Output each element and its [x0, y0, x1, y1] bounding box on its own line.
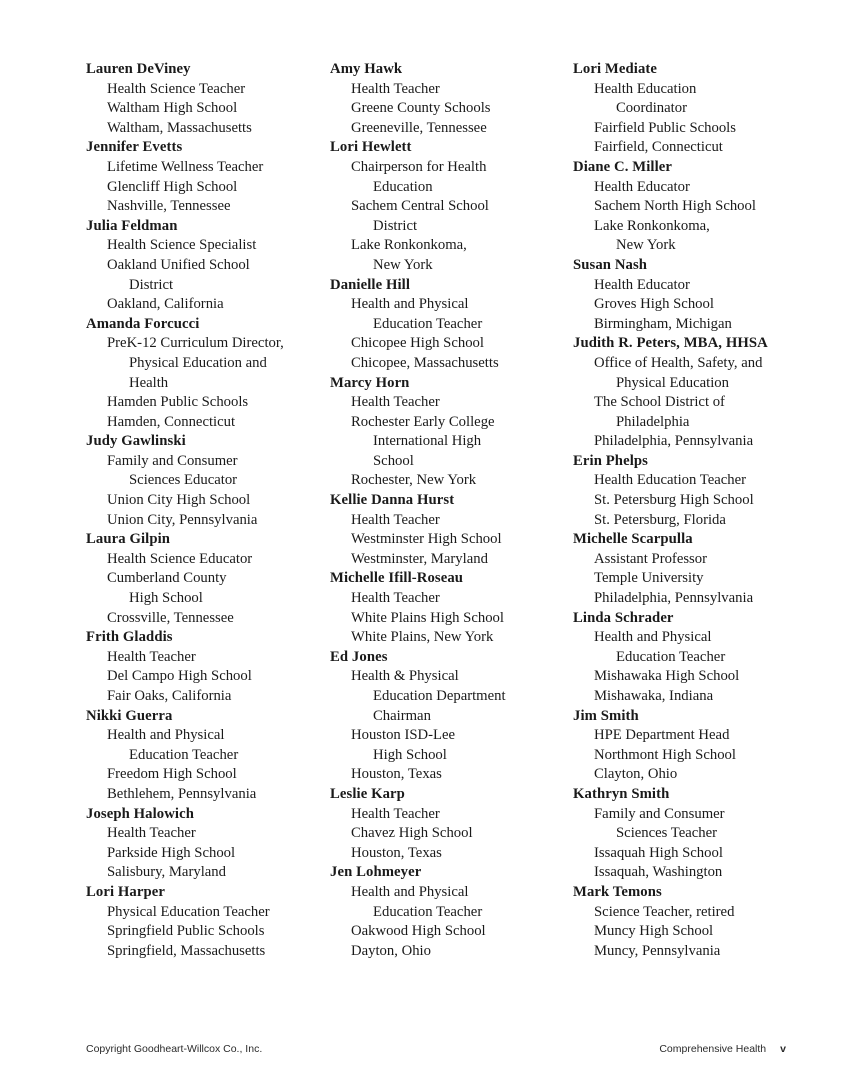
contributor-detail-line: Health Teacher	[351, 394, 440, 411]
contributor-detail-line: Union City, Pennsylvania	[107, 511, 258, 528]
contributor-detail-line: Sciences Educator	[129, 472, 238, 489]
contributor-detail-line: Health Teacher	[351, 590, 440, 607]
contributor-detail-line: Education Teacher	[129, 746, 239, 763]
contributor-entry	[86, 883, 320, 961]
contributor-detail-lines	[86, 334, 320, 432]
contributor-detail-line: Sachem Central School	[351, 198, 489, 215]
contributor-detail-line: The School District of	[594, 394, 725, 411]
contributor-detail-line: Oakland, California	[107, 296, 224, 313]
footer-page-number: v	[780, 1043, 786, 1055]
contributor-detail-line: Chairman	[373, 707, 431, 724]
contributor-entry	[573, 256, 807, 334]
contributor-detail-lines	[330, 158, 564, 276]
contributor-detail-line: Freedom High School	[107, 766, 237, 783]
contributor-detail-line: Education Teacher	[373, 315, 483, 332]
contributor-name: Linda Schrader	[573, 609, 674, 626]
contributor-detail-line: Sachem North High School	[594, 198, 756, 215]
contributor-detail-line: Education Teacher	[373, 903, 483, 920]
contributor-detail-line: International High	[373, 433, 482, 450]
contributor-detail-line: White Plains, New York	[351, 629, 494, 646]
contributor-name: Erin Phelps	[573, 452, 648, 469]
contributor-detail-line: Springfield, Massachusetts	[107, 942, 266, 959]
contributor-detail-line: White Plains High School	[351, 609, 504, 626]
contributor-detail-line: Cumberland County	[107, 570, 227, 587]
contributor-name: Leslie Karp	[330, 785, 405, 802]
contributor-entry	[330, 648, 564, 785]
contributor-name: Ed Jones	[330, 648, 388, 665]
contributor-name: Julia Feldman	[86, 217, 178, 234]
contributor-name: Lori Harper	[86, 883, 166, 900]
contributor-detail-lines	[330, 295, 564, 373]
contributor-entry	[86, 628, 320, 706]
contributor-detail-line: Hamden Public Schools	[107, 394, 249, 411]
contributor-entry	[330, 491, 564, 569]
contributor-detail-line: Assistant Professor	[594, 550, 708, 567]
contributor-detail-line: Hamden, Connecticut	[107, 413, 236, 430]
contributor-detail-line: Philadelphia, Pennsylvania	[594, 433, 754, 450]
contributor-detail-line: Education Teacher	[616, 648, 726, 665]
contributor-column-1	[86, 60, 320, 961]
contributor-name: Michelle Scarpulla	[573, 531, 693, 548]
contributor-detail-line: Physical Education and	[129, 354, 267, 371]
contributor-detail-line: Health Teacher	[107, 825, 196, 842]
contributor-detail-line: Sciences Teacher	[616, 825, 718, 842]
contributor-detail-lines	[86, 824, 320, 883]
contributor-entry	[330, 785, 564, 863]
contributor-detail-line: Health Science Specialist	[107, 237, 257, 254]
contributor-name: Diane C. Miller	[573, 158, 672, 175]
contributor-detail-line: Lake Ronkonkoma,	[594, 217, 710, 234]
contributor-name: Lauren DeViney	[86, 61, 191, 77]
contributor-detail-lines	[86, 452, 320, 530]
contributor-detail-line: Health Education Teacher	[594, 472, 747, 489]
contributor-detail-lines	[330, 511, 564, 570]
contributor-detail-line: Physical Education	[616, 374, 729, 391]
contributor-detail-line: High School	[373, 746, 447, 763]
contributor-entry	[86, 530, 320, 628]
contributor-detail-line: Health Teacher	[351, 511, 440, 528]
contributor-name: Danielle Hill	[330, 276, 411, 293]
contributor-detail-line: Philadelphia, Pennsylvania	[594, 590, 754, 607]
page-footer	[86, 1041, 786, 1057]
contributor-entry	[573, 530, 807, 608]
contributor-detail-line: Lifetime Wellness Teacher	[107, 158, 264, 175]
contributor-detail-line: Glencliff High School	[107, 178, 238, 195]
contributor-columns	[86, 60, 786, 961]
contributor-detail-line: Westminster, Maryland	[351, 550, 488, 567]
contributor-detail-lines	[86, 158, 320, 217]
contributor-name: Laura Gilpin	[86, 531, 171, 548]
contributor-entry	[330, 569, 564, 647]
contributor-detail-line: Houston ISD-Lee	[351, 727, 456, 744]
contributor-detail-line: Fairfield, Connecticut	[594, 139, 723, 156]
contributor-detail-lines	[86, 726, 320, 804]
contributor-detail-line: Health Education	[594, 80, 697, 97]
contributor-detail-line: Houston, Texas	[351, 766, 442, 783]
contributor-detail-line: Chairperson for Health	[351, 158, 487, 175]
contributor-detail-line: Muncy, Pennsylvania	[594, 942, 721, 959]
contributor-detail-line: Parkside High School	[107, 844, 236, 861]
contributor-detail-line: Health Educator	[594, 178, 690, 195]
contributor-detail-line: Waltham, Massachusetts	[107, 119, 252, 136]
contributor-detail-line: Birmingham, Michigan	[594, 315, 732, 332]
contributor-detail-line: Dayton, Ohio	[351, 942, 431, 959]
contributor-detail-line: Groves High School	[594, 296, 714, 313]
contributor-detail-line: Greeneville, Tennessee	[351, 119, 487, 136]
contributor-detail-line: Oakwood High School	[351, 923, 486, 940]
contributor-name: Jen Lohmeyer	[330, 864, 422, 881]
contributor-name: Amy Hawk	[330, 61, 403, 77]
contributor-detail-line: Fairfield Public Schools	[594, 119, 736, 136]
contributor-detail-lines	[573, 471, 807, 530]
contributor-detail-line: Lake Ronkonkoma,	[351, 237, 467, 254]
contributor-detail-line: High School	[129, 590, 203, 607]
contributor-entry	[86, 315, 320, 433]
contributor-detail-line: Health & Physical	[351, 668, 459, 685]
contributor-detail-line: Education Department	[373, 688, 506, 704]
contributor-detail-lines	[330, 805, 564, 864]
contributor-detail-line: Education	[373, 178, 433, 195]
contributor-name: Kellie Danna Hurst	[330, 492, 455, 509]
contributor-entry	[330, 863, 564, 961]
contributor-detail-line: Coordinator	[616, 100, 687, 117]
contributor-detail-line: Springfield Public Schools	[107, 923, 265, 940]
contributor-entry	[86, 60, 320, 138]
contributor-detail-line: Philadelphia	[616, 413, 690, 430]
contributor-detail-lines	[86, 80, 320, 139]
contributor-detail-line: Del Campo High School	[107, 668, 252, 685]
contributor-detail-line: Issaquah High School	[594, 844, 723, 861]
contributor-detail-lines	[573, 628, 807, 706]
contributor-detail-line: Physical Education Teacher	[107, 903, 270, 920]
contributor-detail-line: School	[373, 452, 414, 469]
contributor-detail-line: Health and Physical	[351, 883, 469, 900]
contributor-name: Nikki Guerra	[86, 707, 173, 724]
contributor-detail-line: Chavez High School	[351, 825, 473, 842]
contributor-detail-line: District	[129, 276, 174, 293]
contributor-detail-line: Health Science Educator	[107, 550, 253, 567]
contributor-detail-line: Health and Physical	[107, 727, 225, 744]
contributor-detail-line: Health and Physical	[351, 296, 469, 313]
contributor-detail-line: Science Teacher, retired	[594, 903, 735, 920]
contributor-detail-line: Muncy High School	[594, 923, 714, 940]
contributor-name: Jim Smith	[573, 707, 639, 724]
contributor-detail-lines	[86, 903, 320, 962]
contributor-name: Joseph Halowich	[86, 805, 194, 822]
contributor-detail-line: Westminster High School	[351, 531, 502, 548]
contributor-detail-line: New York	[616, 237, 676, 254]
contributor-detail-lines	[330, 883, 564, 961]
contributor-detail-lines	[573, 903, 807, 962]
contributor-detail-line: District	[373, 217, 418, 234]
footer-copyright: Copyright Goodheart-Willcox Co., Inc.	[86, 1043, 263, 1055]
contributor-entry	[573, 609, 807, 707]
contributor-detail-lines	[330, 80, 564, 139]
contributor-name: Michelle Ifill-Roseau	[330, 570, 464, 587]
contributor-name: Judith R. Peters, MBA, HHSA	[573, 335, 768, 352]
contributor-entry	[86, 217, 320, 315]
contributor-detail-line: Oakland Unified School	[107, 256, 250, 273]
contributor-detail-line: Temple University	[594, 570, 704, 587]
contributor-entry	[86, 805, 320, 883]
contributor-name: Susan Nash	[573, 256, 648, 273]
contributor-entry	[330, 276, 564, 374]
contributor-detail-line: Health Teacher	[351, 80, 440, 97]
contributor-entry	[573, 158, 807, 256]
contributor-detail-line: HPE Department Head	[594, 727, 730, 744]
contributor-name: Marcy Horn	[330, 374, 410, 391]
contributor-detail-line: Office of Health, Safety, and	[594, 354, 763, 371]
contributor-name: Judy Gawlinski	[86, 433, 186, 450]
contributor-detail-line: Nashville, Tennessee	[107, 198, 231, 215]
contributor-detail-line: Issaquah, Washington	[594, 864, 723, 881]
contributor-detail-line: Health Teacher	[107, 648, 196, 665]
contributor-detail-line: Bethlehem, Pennsylvania	[107, 785, 257, 802]
contributor-detail-line: Health and Physical	[594, 629, 712, 646]
contributor-entry	[86, 432, 320, 530]
contributor-detail-line: Health Teacher	[351, 805, 440, 822]
footer-book-title: Comprehensive Health	[659, 1043, 767, 1055]
contributor-detail-lines	[330, 393, 564, 491]
contributor-detail-line: Mishawaka, Indiana	[594, 688, 714, 704]
contributor-detail-line: Salisbury, Maryland	[107, 864, 226, 881]
contributor-detail-line: Mishawaka High School	[594, 668, 740, 685]
contributor-name: Mark Temons	[573, 883, 662, 900]
contributor-entry	[573, 883, 807, 961]
contributor-detail-line: Northmont High School	[594, 746, 736, 763]
contributor-detail-line: Health Science Teacher	[107, 80, 246, 97]
contributor-name: Kathryn Smith	[573, 785, 670, 802]
contributor-name: Lori Mediate	[573, 61, 657, 77]
contributor-entry	[573, 60, 807, 158]
contributor-detail-lines	[330, 667, 564, 785]
contributor-detail-lines	[573, 178, 807, 256]
contributor-detail-line: Fair Oaks, California	[107, 688, 232, 704]
contributor-entry	[573, 785, 807, 883]
contributor-name: Amanda Forcucci	[86, 315, 200, 332]
contributor-entry	[573, 707, 807, 785]
contributor-detail-line: Houston, Texas	[351, 844, 442, 861]
contributor-detail-line: Crossville, Tennessee	[107, 609, 234, 626]
contributor-entry	[86, 707, 320, 805]
contributor-detail-lines	[573, 276, 807, 335]
contributor-detail-line: Family and Consumer	[107, 452, 238, 469]
contributor-detail-line: Rochester, New York	[351, 472, 477, 489]
contributor-detail-line: Family and Consumer	[594, 805, 725, 822]
contributor-entry	[330, 138, 564, 275]
contributor-detail-line: Union City High School	[107, 492, 251, 509]
contributor-detail-lines	[573, 805, 807, 883]
contributor-detail-lines	[573, 80, 807, 158]
contributor-detail-line: Chicopee High School	[351, 335, 484, 352]
contributor-entry	[573, 452, 807, 530]
contributor-detail-line: PreK-12 Curriculum Director,	[107, 335, 284, 352]
contributor-entry	[330, 60, 564, 138]
contributor-name: Jennifer Evetts	[86, 139, 183, 156]
contributor-name: Frith Gladdis	[86, 629, 173, 646]
contributor-detail-lines	[86, 236, 320, 314]
contributor-detail-line: Chicopee, Massachusetts	[351, 354, 499, 371]
contributor-detail-lines	[573, 550, 807, 609]
contributor-detail-line: Rochester Early College	[351, 413, 495, 430]
contributor-name: Lori Hewlett	[330, 139, 412, 156]
contributor-detail-lines	[330, 589, 564, 648]
contributor-detail-line: Health Educator	[594, 276, 690, 293]
contributor-detail-line: St. Petersburg High School	[594, 492, 754, 509]
contributor-column-3	[573, 60, 807, 961]
contributor-column-2	[330, 60, 564, 961]
contributor-detail-line: Greene County Schools	[351, 100, 491, 117]
contributor-entry	[86, 138, 320, 216]
contributor-detail-line: New York	[373, 256, 433, 273]
contributor-detail-line: Health	[129, 374, 169, 391]
footer-right-group	[659, 1041, 786, 1057]
contributor-entry	[330, 374, 564, 492]
contributor-detail-lines	[86, 648, 320, 707]
contributor-detail-line: St. Petersburg, Florida	[594, 511, 726, 528]
contributor-detail-lines	[86, 550, 320, 628]
contributor-entry	[573, 334, 807, 452]
contributor-detail-line: Clayton, Ohio	[594, 766, 678, 783]
contributor-detail-lines	[573, 726, 807, 785]
contributor-detail-lines	[573, 354, 807, 452]
contributor-detail-line: Waltham High School	[107, 100, 238, 117]
